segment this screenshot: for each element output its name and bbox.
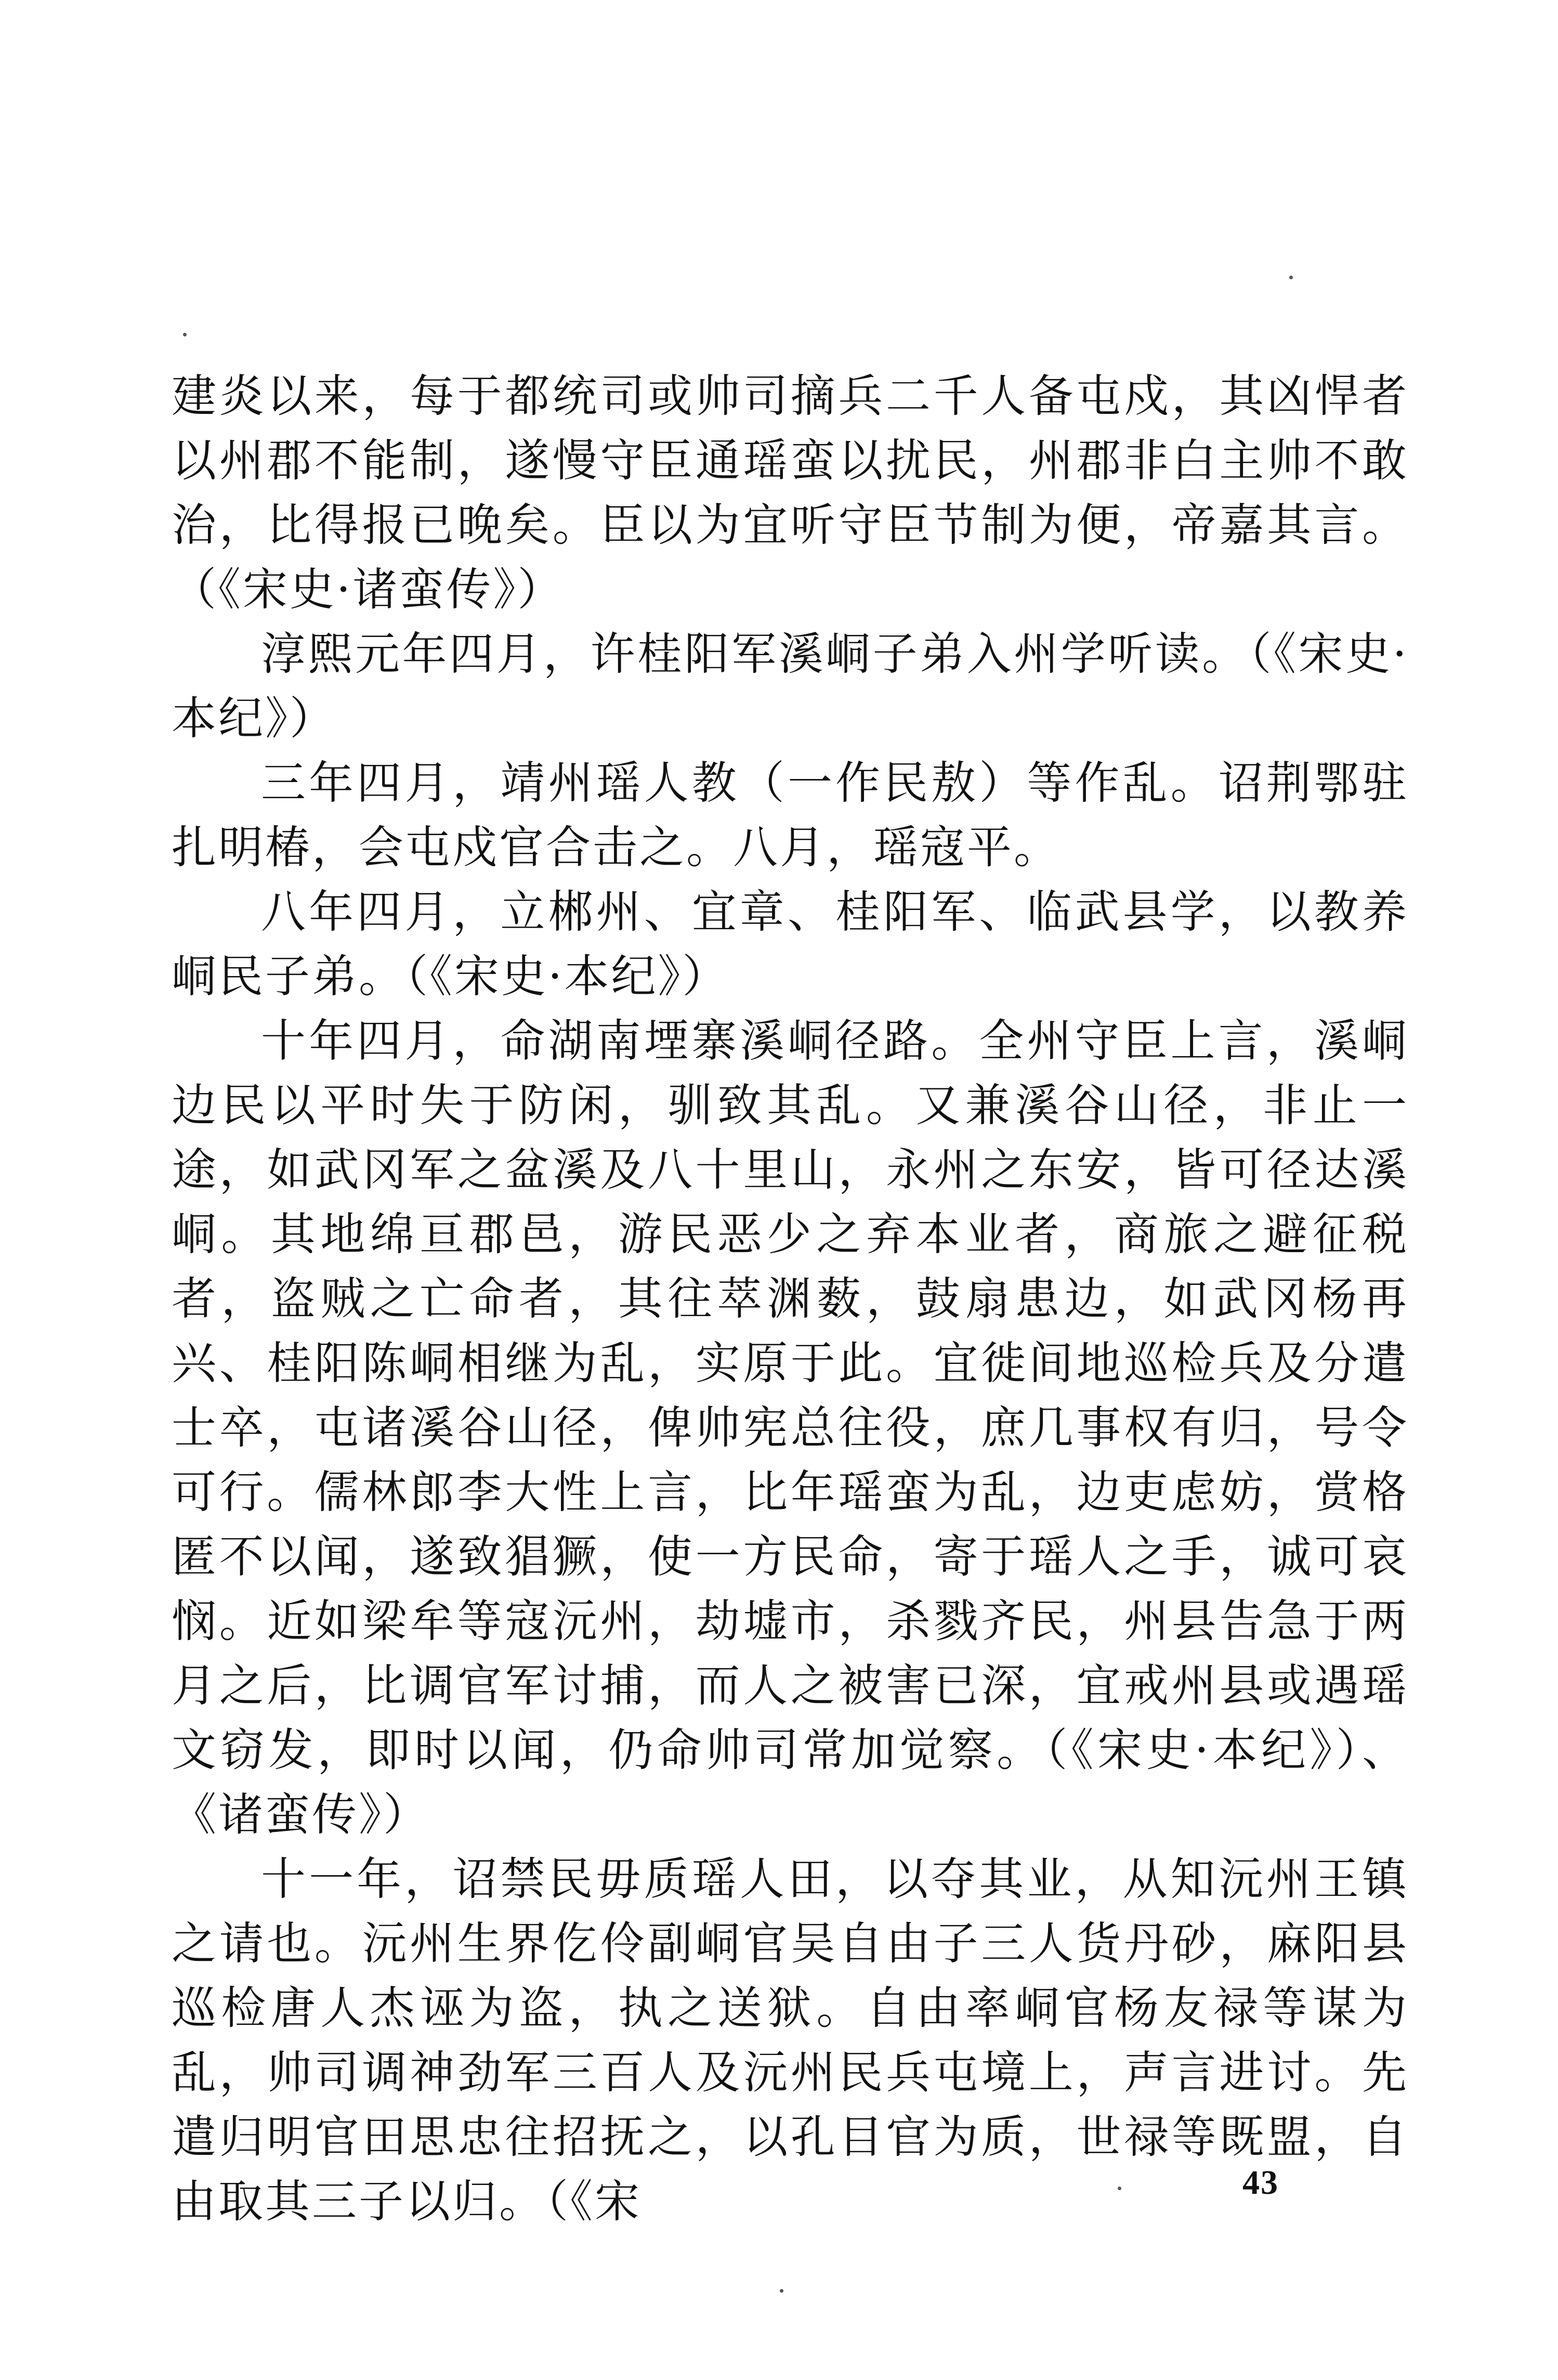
scan-speck — [1289, 276, 1293, 279]
paragraph: 淳熙元年四月，许桂阳军溪峒子弟入州学听读。（《宋史·本纪》） — [172, 628, 1409, 745]
body-text — [172, 364, 1409, 2234]
paragraph: 十一年，诏禁民毋质瑶人田，以夺其业，从知沅州王镇之请也。沅州生界仡伶副峒官吴自由子三人货丹砂，麻阳县巡检唐人杰诬为盗，执之送狱。自由率峒官杨友禄等谋为乱，帅司调神劲军三百人及沅州民兵屯境上，声言进讨。先遣归明官田思忠往招抚之，以孔目官为质，世禄等既盟，自由取其三子以归。（《宋 — [172, 1853, 1409, 2228]
paragraph: 八年四月，立郴州、宜章、桂阳军、临武县学，以教养峒民子弟。（《宋史·本纪》） — [172, 886, 1409, 1003]
paragraph: 十年四月，命湖南堙寨溪峒径路。全州守臣上言，溪峒边民以平时失于防闲，驯致其乱。又兼溪谷山径，非止一途，如武冈军之盆溪及八十里山，永州之东安，皆可径达溪峒。其地绵亘郡邑，游民恶少之弃本业者，商旅之避征税者，盗贼之亡命者，其往萃渊薮，鼓扇患边，如武冈杨再兴、桂阳陈峒相继为乱，实原于此。宜徙间地巡检兵及分遣士卒，屯诸溪谷山径，俾帅宪总往役，庶几事权有归，号令可行。儒林郎李大性上言，比年瑶蛮为乱，边吏虑妨，赏格匿不以闻，遂致猖獗，使一方民命，寄于瑶人之手，诚可哀悯。近如梁牟等寇沅州，劫墟市，杀戮齐民，州县告急于两月之后，比调官军讨捕，而人之被害已深，宜戒州县或遇瑶文窃发，即时以闻，仍命帅司常加觉察。（《宋史·本纪》）、《诸蛮传》） — [172, 1015, 1409, 1841]
paragraph: 建炎以来，每于都统司或帅司摘兵二千人备屯戍，其凶悍者以州郡不能制，遂慢守臣通瑶蛮以扰民，州郡非白主帅不敢治，比得报已晚矣。臣以为宜听守臣节制为便，帝嘉其言。（《宋史·诸蛮传》） — [172, 370, 1409, 616]
paragraph: 三年四月，靖州瑶人教（一作民敖）等作乱。诏荆鄂驻扎明椿，会屯戍官合击之。八月，瑶寇平。 — [172, 757, 1409, 874]
page-number: 43 — [1242, 2164, 1279, 2202]
scan-speck — [183, 333, 187, 336]
scan-speck — [780, 2289, 783, 2293]
